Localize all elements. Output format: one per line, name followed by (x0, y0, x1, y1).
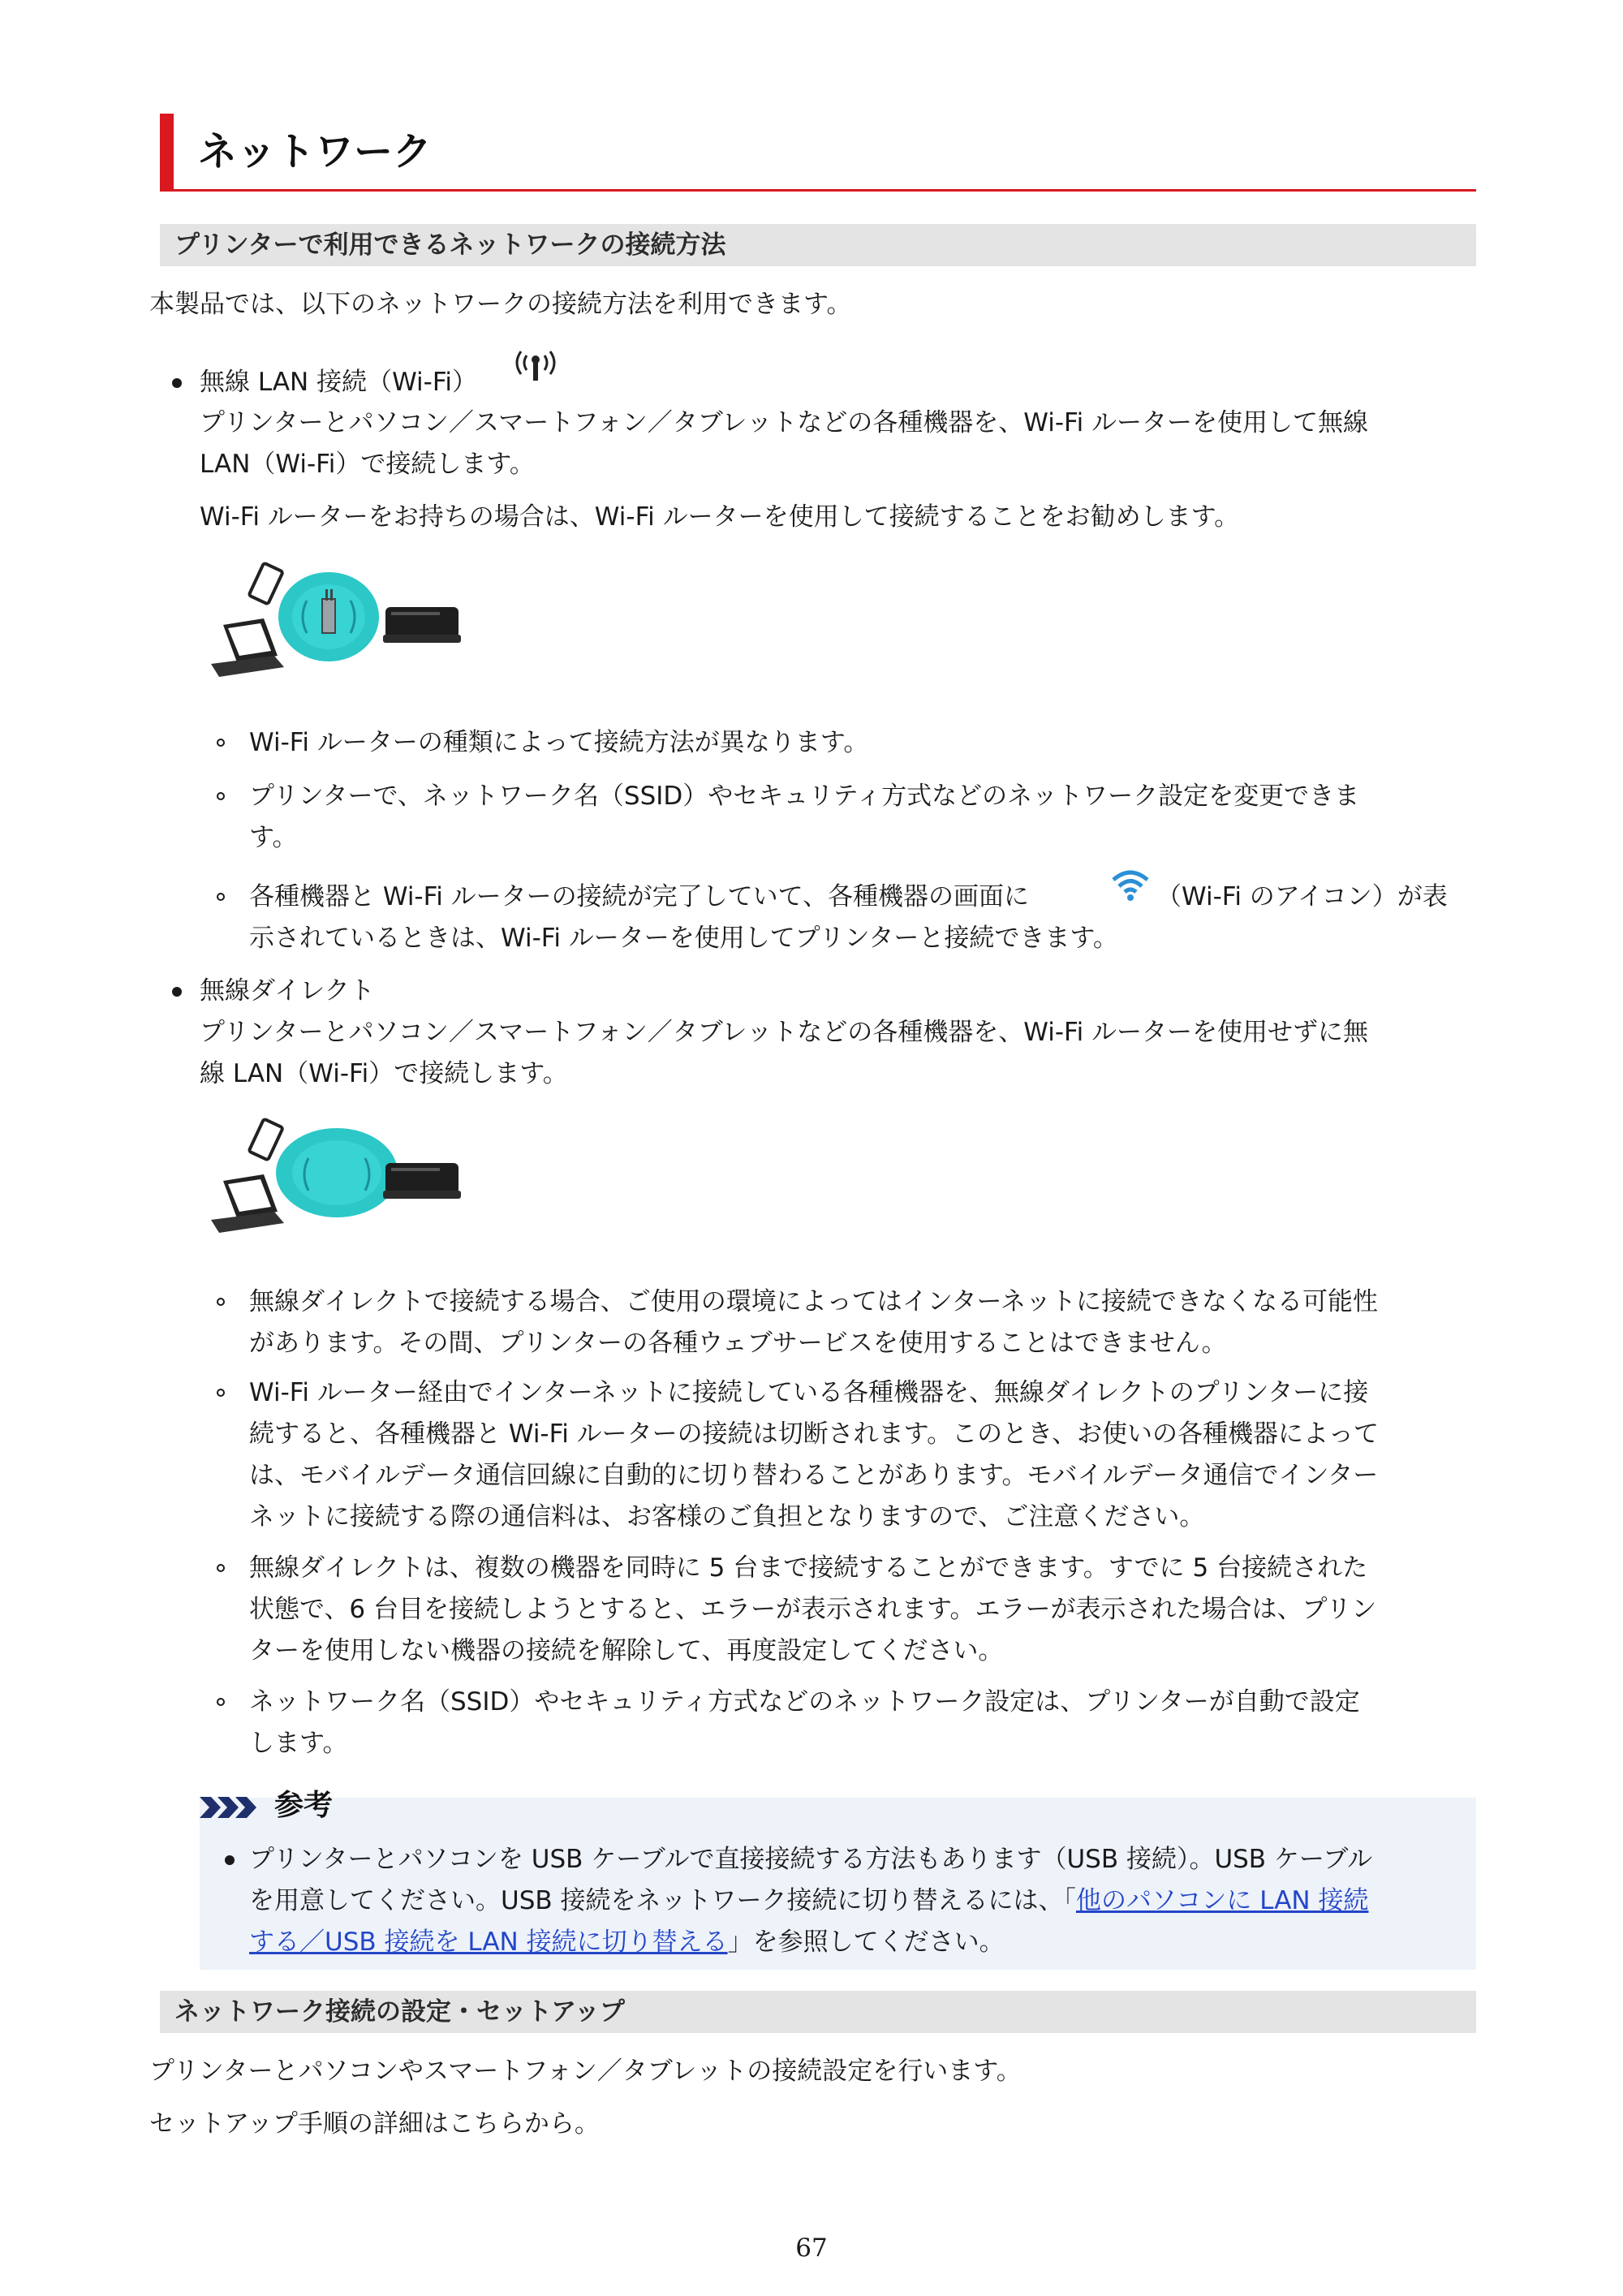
section-heading-text: ネットワーク接続の設定・セットアップ (174, 1997, 625, 2027)
bullet-dot (172, 987, 182, 997)
sub-bullet-ring (217, 1389, 225, 1397)
direct-sub2-line4: ネットに接続する際の通信料は、お客様のご負担となりますので、ご注意ください。 (249, 1502, 1205, 1531)
direct-desc-line1: プリンターとパソコン／スマートフォン／タブレットなどの各種機器を、Wi-Fi ルーターを使用せずに無 (200, 1018, 1369, 1047)
direct-sub2-line1: Wi-Fi ルーター経由でインターネットに接続している各種機器を、無線ダイレクトのプリンターに接 (249, 1378, 1369, 1407)
direct-sub3-line1: 無線ダイレクトは、複数の機器を同時に 5 台まで接続することができます。すでに 5 台接続された (249, 1553, 1368, 1583)
note-line3-text: 」を参照してください。 (727, 1928, 1005, 1957)
wifi-recommend: Wi-Fi ルーターをお持ちの場合は、Wi-Fi ルーターを使用して接続することをお勧めします。 (200, 502, 1240, 532)
section-heading-text: プリンターで利用できるネットワークの接続方法 (174, 230, 726, 260)
sub-bullet-ring (217, 792, 225, 800)
wifi-icon (1110, 867, 1151, 902)
note-line2 (249, 1880, 1368, 1922)
wifi-sub3-line1b: （Wi-Fi のアイコン）が表 (1156, 882, 1448, 911)
intro-text: 本製品では、以下のネットワークの接続方法を利用できます。 (149, 290, 852, 319)
direct-label: 無線ダイレクト (200, 976, 375, 1006)
title-underline (160, 189, 1476, 192)
page-title: ネットワーク (198, 129, 433, 174)
direct-sub1-line1: 無線ダイレクトで接続する場合、ご使用の環境によってはインターネットに接続できなくなる可能性 (249, 1287, 1378, 1316)
direct-sub2-line2: 続すると、各種機器と Wi-Fi ルーターの接続は切断されます。このとき、お使いの各種機器によって (249, 1419, 1379, 1449)
direct-sub3-line3: ターを使用しない機器の接続を解除して、再度設定してください。 (249, 1636, 1004, 1665)
sub-bullet-ring (217, 893, 225, 901)
section-heading-setup (160, 1991, 1476, 2033)
direct-desc-line2: 線 LAN（Wi-Fi）で接続します。 (200, 1059, 568, 1088)
title-accent-bar (160, 114, 174, 190)
sub-bullet-ring (217, 1564, 225, 1572)
antenna-icon (510, 345, 562, 384)
page-number: 67 (795, 2234, 828, 2263)
note-line3 (249, 1922, 1005, 1963)
wifi-sub2-line1: プリンターで、ネットワーク名（SSID）やセキュリティ方式などのネットワーク設定を変更できま (249, 782, 1360, 811)
setup-line2: セットアップ手順の詳細はこちらから。 (149, 2109, 600, 2139)
section-heading-connection-methods (160, 224, 1476, 266)
direct-sub4-line2: します。 (249, 1729, 348, 1758)
bullet-dot (225, 1855, 235, 1865)
sub-bullet-ring (217, 1698, 225, 1706)
wifi-sub2-line2: す。 (249, 823, 298, 852)
wireless-direct-illustration (203, 1116, 471, 1238)
wifi-sub3-line2: 示されているときは、Wi-Fi ルーターを使用してプリンターと接続できます。 (249, 924, 1118, 953)
direct-sub4-line1: ネットワーク名（SSID）やセキュリティ方式などのネットワーク設定は、プリンターが自動で設定 (249, 1687, 1360, 1717)
wifi-router-illustration (203, 560, 471, 682)
direct-sub2-line3: は、モバイルデータ通信回線に自動的に切り替わることがあります。モバイルデータ通信でインター (249, 1461, 1379, 1490)
sub-bullet-ring (217, 1298, 225, 1306)
direct-sub1-line2: があります。その間、プリンターの各種ウェブサービスを使用することはできません。 (249, 1329, 1227, 1358)
wifi-sub1: Wi-Fi ルーターの種類によって接続方法が異なります。 (249, 728, 869, 757)
note-line2-text: を用意してください。USB 接続をネットワーク接続に切り替えるには、「 (249, 1886, 1076, 1915)
note-line1: プリンターとパソコンを USB ケーブルで直接接続する方法もあります（USB 接続）。USB ケーブル (249, 1845, 1373, 1874)
sub-bullet-ring (217, 739, 225, 747)
setup-line1: プリンターとパソコンやスマートフォン／タブレットの接続設定を行います。 (149, 2057, 1022, 2086)
wifi-label: 無線 LAN 接続（Wi-Fi） (200, 368, 478, 397)
direct-sub3-line2: 状態で、6 台目を接続しようとすると、エラーが表示されます。エラーが表示された場合は、プリン (249, 1595, 1377, 1624)
wifi-desc-line1: プリンターとパソコン／スマートフォン／タブレットなどの各種機器を、Wi-Fi ルーターを使用して無線 (200, 408, 1369, 437)
lan-usb-switch-link[interactable]: 他のパソコンに LAN 接続 (1076, 1886, 1369, 1915)
lan-usb-switch-link-continued[interactable]: する／USB 接続を LAN 接続に切り替える (249, 1928, 728, 1957)
note-chevrons-icon (200, 1794, 265, 1821)
wifi-sub3-line1a: 各種機器と Wi-Fi ルーターの接続が完了していて、各種機器の画面に (249, 882, 1030, 911)
bullet-dot (172, 378, 182, 388)
note-title: 参考 (274, 1789, 334, 1822)
wifi-desc-line2: LAN（Wi-Fi）で接続します。 (200, 450, 535, 479)
